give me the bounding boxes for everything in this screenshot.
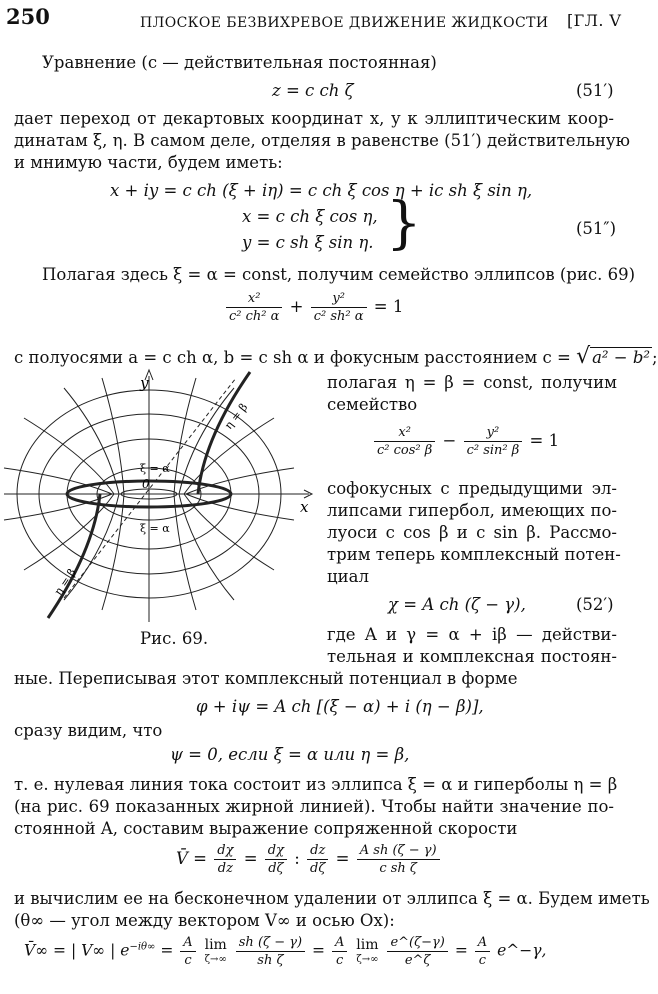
paragraph-line: и мнимую части, будем иметь: bbox=[14, 153, 283, 172]
curve-label: ξ = α bbox=[140, 522, 170, 535]
right-brace-icon: } bbox=[386, 191, 422, 256]
equation-phi: φ + iψ = A ch [(ξ − α) + i (η − β)], bbox=[196, 697, 484, 716]
equation-51-prime: z = c ch ζ bbox=[272, 81, 354, 100]
fraction: $\frac{\text{x²}}{\text{c² cos² β}}$ bbox=[374, 424, 435, 459]
equation-number: (51′) bbox=[576, 81, 614, 100]
paragraph-line: ные. Переписывая этот комплексный потенциал в форме bbox=[14, 669, 518, 688]
ellipse-equation: $\frac{\text{x²}}{\text{c² ch² α}}$ + $\frac{\text{y²}}{\text{c² sh² α}}$ = 1 bbox=[224, 290, 403, 325]
equation-psi: ψ = 0, если ξ = α или η = β, bbox=[170, 745, 410, 764]
infinity-equation: V̄∞ = | V∞ | $e^{-i\theta\infty}$ = $\frac{A}{c}$ lim ζ→∞ $\frac{sh (\zeta - \gamma)}{\text{sh ζ}}$ = $\frac{A}{c}$ lim ζ→∞ $\frac{e\^{}(\zeta-\gamma)}{e\^{}\zeta}$ = $\frac{A}{c}$ e^−γ, bbox=[24, 935, 547, 968]
hyperbola-equation: $\frac{\text{x²}}{\text{c² cos² β}}$ − $\frac{\text{y²}}{\text{c² sin² β}}$ = 1 bbox=[372, 424, 559, 459]
figure-69 bbox=[4, 368, 322, 626]
paragraph-line: софокусных с предыдущими эл- bbox=[327, 479, 617, 498]
bold-hyperbola-curve bbox=[48, 494, 100, 618]
paragraph-line: трим теперь комплексный потен- bbox=[327, 545, 621, 564]
paragraph-ellipses: Полагая здесь ξ = α = const, получим семейство эллипсов (рис. 69) bbox=[42, 265, 636, 284]
paragraph-line: (на рис. 69 показанных жирной линией). Чтобы найти значение по- bbox=[14, 797, 614, 816]
chapter-label: [ГЛ. V bbox=[567, 11, 622, 30]
paragraph-line: т. е. нулевая линия тока состоит из эллипса ξ = α и гиперболы η = β bbox=[14, 775, 618, 794]
paragraph-line: циал bbox=[327, 567, 369, 586]
paragraph-line: и вычислим ее на бесконечном удалении от эллипса ξ = α. Будем иметь bbox=[14, 889, 650, 908]
paragraph-line: динатам ξ, η. В самом деле, отделяя в равенстве (51′) действительную bbox=[14, 131, 630, 150]
equation-number: (52′) bbox=[576, 595, 614, 614]
paragraph-line: луоси c cos β и c sin β. Рассмо- bbox=[327, 523, 617, 542]
equation-52-prime: χ = A ch (ζ − γ), bbox=[388, 595, 526, 614]
running-title: ПЛОСКОЕ БЕЗВИХРЕВОЕ ДВИЖЕНИЕ ЖИДКОСТИ bbox=[140, 15, 549, 31]
paragraph-line: дает переход от декартовых координат x, y к эллиптическим коор- bbox=[14, 109, 614, 128]
paragraph-line: (θ∞ — угол между вектором V∞ и осью Ox): bbox=[14, 911, 395, 930]
axis-label-y: y bbox=[140, 374, 149, 392]
velocity-equation: V̄ = $\frac{d\chi}{dz}$ = $\frac{d\chi}{d\zeta}$ : $\frac{dz}{d\zeta}$ = $\frac{\text{A sh (ζ − γ)}}{\text{c sh ζ}}$ bbox=[176, 842, 442, 877]
fraction: $\frac{\text{y²}}{\text{c² sh² α}}$ bbox=[311, 290, 367, 325]
fraction: $\frac{\text{x²}}{\text{c² ch² α}}$ bbox=[226, 290, 282, 325]
axis-label-x: x bbox=[300, 498, 309, 516]
bold-hyperbola-curve bbox=[198, 372, 250, 494]
curve-label: η = β bbox=[51, 566, 79, 598]
paragraph-line: тельная и комплексная постоян- bbox=[327, 647, 617, 666]
page-number: 250 bbox=[6, 4, 50, 29]
paragraph-line: где A и γ = α + iβ — действи- bbox=[327, 625, 617, 644]
paragraph-line: сразу видим, что bbox=[14, 721, 163, 740]
paragraph-line: липсами гипербол, имеющих по- bbox=[327, 501, 617, 520]
equation-x: x = c ch ξ cos η, bbox=[242, 207, 378, 226]
figure-caption: Рис. 69. bbox=[140, 629, 209, 648]
equation-number: (51″) bbox=[576, 219, 617, 238]
origin-label: 0 bbox=[142, 477, 150, 491]
curve-label: ξ = α bbox=[140, 462, 170, 475]
paragraph-line: полагая η = β = const, получим bbox=[327, 373, 617, 392]
equation-main: x + iy = c ch (ξ + iη) = c ch ξ cos η + ic sh ξ sin η, bbox=[110, 181, 533, 200]
curve-label: η = β bbox=[222, 400, 251, 432]
paragraph-line: семейство bbox=[327, 395, 418, 414]
paragraph-line: стоянной A, составим выражение сопряженной скорости bbox=[14, 819, 518, 838]
fraction: $\frac{\text{y²}}{\text{c² sin² β}}$ bbox=[464, 424, 523, 459]
equation-y: y = c sh ξ sin η. bbox=[242, 233, 374, 252]
paragraph-semiaxes: с полуосями a = c ch α, b = c sh α и фокусным расстоянием c = √ a² − b² ; bbox=[14, 344, 658, 369]
paragraph-intro: Уравнение (c — действительная постоянная) bbox=[42, 53, 437, 72]
